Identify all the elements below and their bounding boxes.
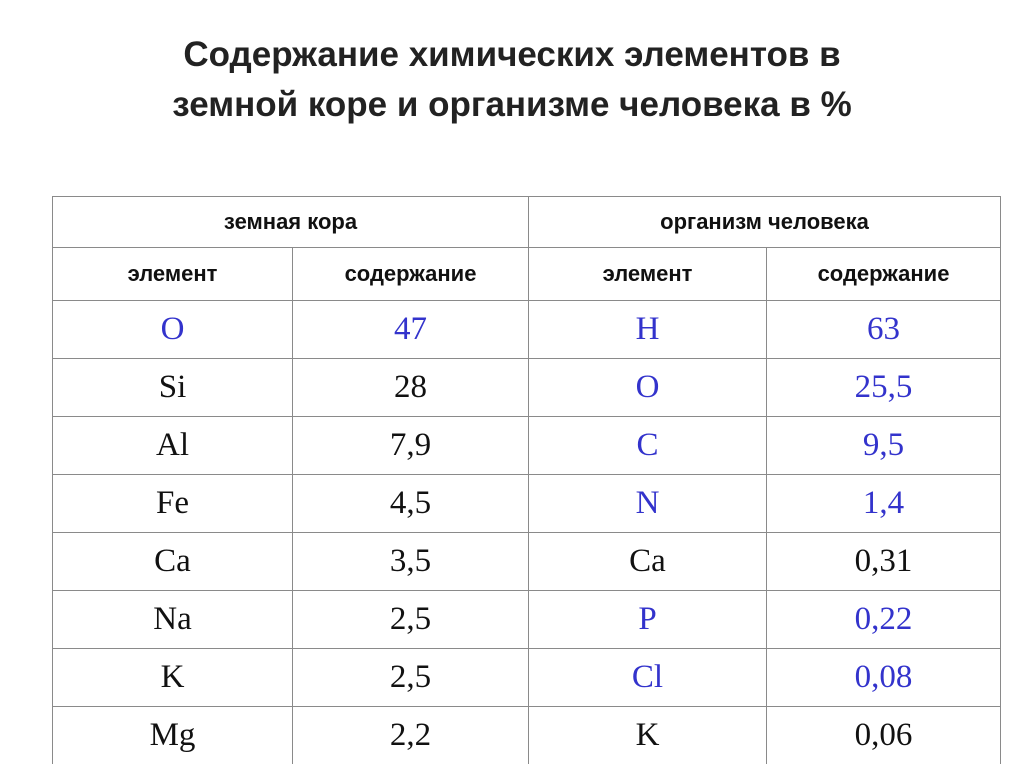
human-element-cell: N xyxy=(529,475,767,533)
crust-element-cell: Fe xyxy=(53,475,293,533)
crust-element-cell: K xyxy=(53,649,293,707)
page-title xyxy=(0,30,1024,130)
table-row xyxy=(53,475,1001,533)
human-element-cell: Cl xyxy=(529,649,767,707)
column-header-human-element: элемент xyxy=(529,248,767,301)
title-line-1: Содержание химических элементов в xyxy=(183,35,841,74)
crust-content-cell: 2,5 xyxy=(293,649,529,707)
column-header-crust-element: элемент xyxy=(53,248,293,301)
crust-content-cell: 4,5 xyxy=(293,475,529,533)
crust-content-cell: 28 xyxy=(293,359,529,417)
human-element-cell: P xyxy=(529,591,767,649)
human-content-cell: 25,5 xyxy=(767,359,1001,417)
table-row xyxy=(53,533,1001,591)
human-element-cell: C xyxy=(529,417,767,475)
human-content-cell: 0,06 xyxy=(767,707,1001,765)
crust-content-cell: 3,5 xyxy=(293,533,529,591)
crust-content-cell: 47 xyxy=(293,301,529,359)
table-row xyxy=(53,301,1001,359)
table-row xyxy=(53,707,1001,765)
column-header-human-content: содержание xyxy=(767,248,1001,301)
human-element-cell: K xyxy=(529,707,767,765)
title-line-2: земной коре и организме человека в % xyxy=(172,85,852,124)
crust-content-cell: 7,9 xyxy=(293,417,529,475)
group-header-human-body: организм человека xyxy=(529,197,1001,248)
table-row xyxy=(53,649,1001,707)
crust-element-cell: Na xyxy=(53,591,293,649)
human-content-cell: 9,5 xyxy=(767,417,1001,475)
human-element-cell: Ca xyxy=(529,533,767,591)
table-row xyxy=(53,591,1001,649)
crust-element-cell: Si xyxy=(53,359,293,417)
table-row xyxy=(53,359,1001,417)
human-content-cell: 0,31 xyxy=(767,533,1001,591)
crust-content-cell: 2,5 xyxy=(293,591,529,649)
table-row xyxy=(53,417,1001,475)
column-header-crust-content: содержание xyxy=(293,248,529,301)
crust-element-cell: Al xyxy=(53,417,293,475)
crust-element-cell: Ca xyxy=(53,533,293,591)
human-element-cell: O xyxy=(529,359,767,417)
group-header-earth-crust: земная кора xyxy=(53,197,529,248)
column-header-row xyxy=(53,248,1001,301)
human-content-cell: 63 xyxy=(767,301,1001,359)
crust-content-cell: 2,2 xyxy=(293,707,529,765)
human-element-cell: H xyxy=(529,301,767,359)
crust-element-cell: O xyxy=(53,301,293,359)
crust-element-cell: Mg xyxy=(53,707,293,765)
human-content-cell: 0,08 xyxy=(767,649,1001,707)
element-content-table xyxy=(52,196,1001,764)
human-content-cell: 1,4 xyxy=(767,475,1001,533)
human-content-cell: 0,22 xyxy=(767,591,1001,649)
group-header-row xyxy=(53,197,1001,248)
